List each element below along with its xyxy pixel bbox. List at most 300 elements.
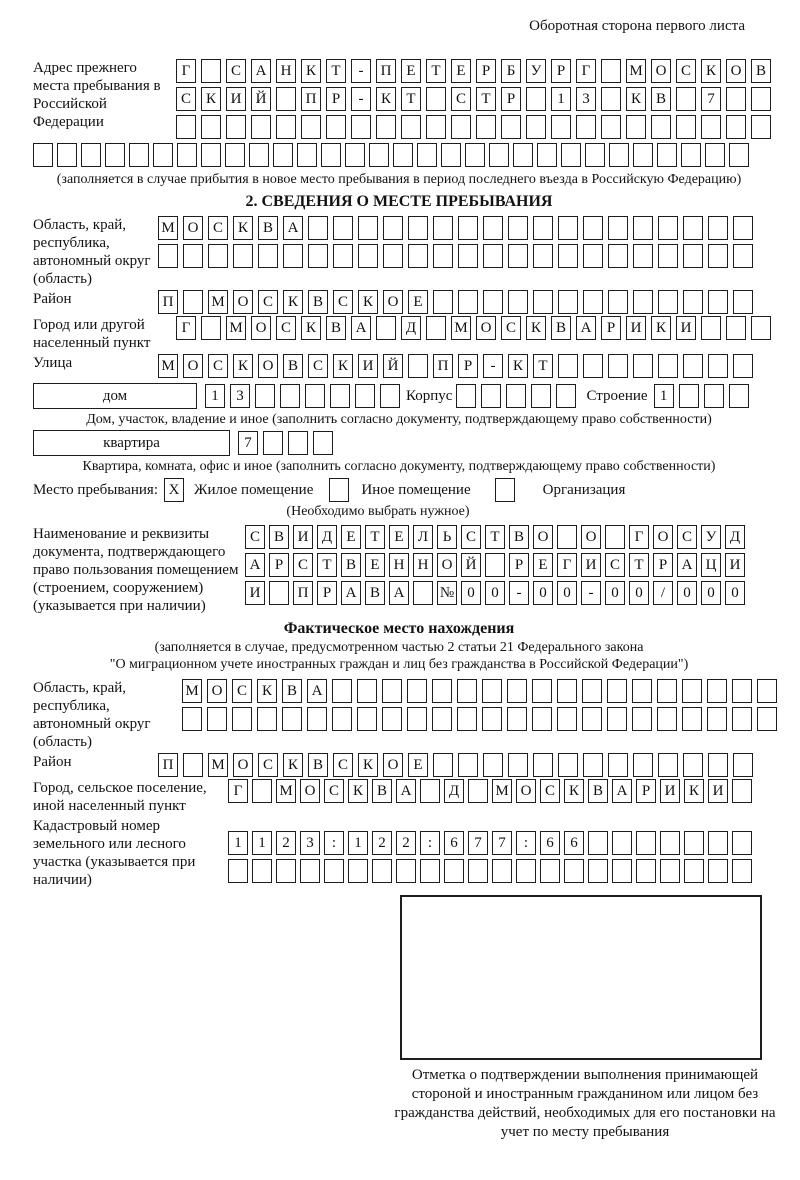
char-cell[interactable]: / [653,581,673,605]
char-cell[interactable] [255,384,275,408]
char-cell[interactable]: 7 [701,87,721,111]
char-cell[interactable] [626,115,646,139]
char-cell[interactable]: В [283,354,303,378]
char-cell[interactable]: П [158,290,178,314]
char-cell[interactable] [258,244,278,268]
char-cell[interactable] [633,290,653,314]
char-cell[interactable]: О [437,553,457,577]
char-cell[interactable] [732,859,752,883]
char-cell[interactable] [228,859,248,883]
char-cell[interactable] [369,143,389,167]
char-cell[interactable] [483,216,503,240]
char-cell[interactable]: В [308,753,328,777]
char-cell[interactable]: Г [576,59,596,83]
char-cell[interactable] [420,779,440,803]
char-cell[interactable]: С [258,753,278,777]
char-cell[interactable]: О [251,316,271,340]
char-cell[interactable] [183,244,203,268]
char-cell[interactable]: К [651,316,671,340]
char-cell[interactable] [249,143,269,167]
char-cell[interactable]: М [158,216,178,240]
char-cell[interactable]: Е [341,525,361,549]
char-cell[interactable]: - [581,581,601,605]
char-cell[interactable]: И [581,553,601,577]
char-cell[interactable] [751,87,771,111]
char-cell[interactable] [401,115,421,139]
char-cell[interactable] [708,216,728,240]
char-cell[interactable] [182,707,202,731]
char-cell[interactable] [726,87,746,111]
char-cell[interactable] [357,707,377,731]
char-cell[interactable]: М [182,679,202,703]
char-cell[interactable] [681,143,701,167]
char-cell[interactable] [468,859,488,883]
char-cell[interactable]: : [516,831,536,855]
char-cell[interactable]: 2 [396,831,416,855]
char-cell[interactable] [433,244,453,268]
char-cell[interactable] [225,143,245,167]
char-cell[interactable]: И [626,316,646,340]
char-cell[interactable] [177,143,197,167]
char-cell[interactable] [679,384,699,408]
char-cell[interactable]: Д [444,779,464,803]
char-cell[interactable] [601,59,621,83]
char-cell[interactable]: К [626,87,646,111]
char-cell[interactable]: И [676,316,696,340]
char-cell[interactable]: К [348,779,368,803]
char-cell[interactable]: В [651,87,671,111]
char-cell[interactable] [457,679,477,703]
char-cell[interactable] [282,707,302,731]
char-cell[interactable]: С [501,316,521,340]
char-cell[interactable] [408,354,428,378]
char-cell[interactable]: 3 [576,87,596,111]
char-cell[interactable] [558,290,578,314]
char-cell[interactable]: С [226,59,246,83]
char-cell[interactable] [537,143,557,167]
char-cell[interactable]: А [612,779,632,803]
char-cell[interactable] [489,143,509,167]
char-cell[interactable]: К [301,316,321,340]
char-cell[interactable] [531,384,551,408]
char-cell[interactable]: О [383,753,403,777]
char-cell[interactable] [608,216,628,240]
char-cell[interactable] [183,753,203,777]
char-cell[interactable]: 7 [492,831,512,855]
char-cell[interactable]: М [451,316,471,340]
char-cell[interactable]: Н [389,553,409,577]
char-cell[interactable]: А [389,581,409,605]
char-cell[interactable] [540,859,560,883]
char-cell[interactable]: М [208,753,228,777]
char-cell[interactable]: С [333,753,353,777]
char-cell[interactable] [483,753,503,777]
char-cell[interactable] [513,143,533,167]
char-cell[interactable] [507,707,527,731]
char-cell[interactable]: С [208,216,228,240]
char-cell[interactable] [658,216,678,240]
char-cell[interactable] [297,143,317,167]
char-cell[interactable]: К [526,316,546,340]
char-cell[interactable] [458,753,478,777]
char-cell[interactable] [660,859,680,883]
char-cell[interactable] [458,244,478,268]
char-cell[interactable] [558,753,578,777]
char-cell[interactable] [558,354,578,378]
char-cell[interactable] [383,244,403,268]
char-cell[interactable]: Т [476,87,496,111]
char-cell[interactable]: А [677,553,697,577]
char-cell[interactable]: А [245,553,265,577]
char-cell[interactable] [208,244,228,268]
char-cell[interactable]: Й [383,354,403,378]
char-cell[interactable]: К [508,354,528,378]
char-cell[interactable]: С [540,779,560,803]
char-cell[interactable]: : [324,831,344,855]
char-cell[interactable]: Й [461,553,481,577]
char-cell[interactable] [420,859,440,883]
char-cell[interactable] [433,290,453,314]
char-cell[interactable]: Л [413,525,433,549]
char-cell[interactable]: И [245,581,265,605]
char-cell[interactable] [556,384,576,408]
char-cell[interactable] [413,581,433,605]
char-cell[interactable]: Е [365,553,385,577]
char-cell[interactable] [612,831,632,855]
char-cell[interactable] [708,244,728,268]
char-cell[interactable]: А [396,779,416,803]
char-cell[interactable]: К [333,354,353,378]
char-cell[interactable] [557,707,577,731]
char-cell[interactable]: О [516,779,536,803]
char-cell[interactable] [516,859,536,883]
char-cell[interactable]: Р [269,553,289,577]
char-cell[interactable] [456,384,476,408]
char-cell[interactable] [476,115,496,139]
char-cell[interactable]: К [233,216,253,240]
char-cell[interactable] [326,115,346,139]
char-cell[interactable]: - [351,59,371,83]
char-cell[interactable] [732,707,752,731]
char-cell[interactable] [564,859,584,883]
char-cell[interactable]: В [372,779,392,803]
char-cell[interactable] [482,679,502,703]
char-cell[interactable] [426,115,446,139]
char-cell[interactable] [583,216,603,240]
char-cell[interactable]: Е [389,525,409,549]
char-cell[interactable]: : [420,831,440,855]
char-cell[interactable] [465,143,485,167]
char-cell[interactable]: Т [365,525,385,549]
char-cell[interactable] [382,707,402,731]
char-cell[interactable]: Н [276,59,296,83]
char-cell[interactable]: Р [551,59,571,83]
char-cell[interactable]: А [307,679,327,703]
char-cell[interactable]: М [626,59,646,83]
char-cell[interactable] [561,143,581,167]
char-cell[interactable] [557,525,577,549]
char-cell[interactable] [506,384,526,408]
char-cell[interactable] [658,354,678,378]
char-cell[interactable]: Е [408,290,428,314]
char-cell[interactable]: К [301,59,321,83]
char-cell[interactable] [701,115,721,139]
char-cell[interactable]: С [176,87,196,111]
char-cell[interactable] [226,115,246,139]
char-cell[interactable]: П [376,59,396,83]
char-cell[interactable] [332,679,352,703]
char-cell[interactable] [701,316,721,340]
char-cell[interactable] [582,707,602,731]
char-cell[interactable] [492,859,512,883]
char-cell[interactable] [382,679,402,703]
char-cell[interactable] [733,753,753,777]
char-cell[interactable]: О [476,316,496,340]
char-cell[interactable]: Б [501,59,521,83]
char-cell[interactable]: Р [636,779,656,803]
char-cell[interactable] [451,115,471,139]
char-cell[interactable]: 0 [533,581,553,605]
char-cell[interactable] [632,679,652,703]
char-cell[interactable]: М [208,290,228,314]
char-cell[interactable]: У [526,59,546,83]
char-cell[interactable] [481,384,501,408]
char-cell[interactable]: Д [725,525,745,549]
char-cell[interactable] [201,59,221,83]
char-cell[interactable] [269,581,289,605]
char-cell[interactable] [257,707,277,731]
char-cell[interactable] [432,707,452,731]
char-cell[interactable] [408,216,428,240]
char-cell[interactable] [532,707,552,731]
char-cell[interactable] [582,679,602,703]
char-cell[interactable] [348,859,368,883]
char-cell[interactable]: С [333,290,353,314]
char-cell[interactable] [633,216,653,240]
char-cell[interactable]: 0 [485,581,505,605]
char-cell[interactable] [508,244,528,268]
char-cell[interactable]: 1 [252,831,272,855]
char-cell[interactable] [207,707,227,731]
char-cell[interactable] [660,831,680,855]
char-cell[interactable]: И [226,87,246,111]
char-cell[interactable]: 1 [348,831,368,855]
char-cell[interactable]: 0 [461,581,481,605]
char-cell[interactable]: 0 [701,581,721,605]
char-cell[interactable] [301,115,321,139]
char-cell[interactable]: О [233,753,253,777]
char-cell[interactable] [508,753,528,777]
char-cell[interactable] [376,115,396,139]
char-cell[interactable] [176,115,196,139]
char-cell[interactable]: О [383,290,403,314]
char-cell[interactable]: 3 [300,831,320,855]
char-cell[interactable]: Ц [701,553,721,577]
char-cell[interactable] [508,290,528,314]
char-cell[interactable] [601,87,621,111]
char-cell[interactable] [705,143,725,167]
char-cell[interactable] [682,707,702,731]
char-cell[interactable]: 2 [276,831,296,855]
char-cell[interactable] [153,143,173,167]
char-cell[interactable]: Е [533,553,553,577]
char-cell[interactable] [708,831,728,855]
char-cell[interactable]: С [451,87,471,111]
char-cell[interactable] [305,384,325,408]
char-cell[interactable] [158,244,178,268]
char-cell[interactable]: С [676,59,696,83]
char-cell[interactable]: 1 [205,384,225,408]
char-cell[interactable] [482,707,502,731]
char-cell[interactable] [557,679,577,703]
char-cell[interactable] [129,143,149,167]
char-cell[interactable] [583,753,603,777]
char-cell[interactable]: Е [451,59,471,83]
char-cell[interactable] [276,115,296,139]
char-cell[interactable]: М [276,779,296,803]
char-cell[interactable] [333,244,353,268]
char-cell[interactable] [330,384,350,408]
char-cell[interactable]: Е [408,753,428,777]
char-cell[interactable]: Г [557,553,577,577]
char-cell[interactable]: Р [653,553,673,577]
char-cell[interactable]: С [308,354,328,378]
char-cell[interactable]: О [233,290,253,314]
char-cell[interactable] [608,354,628,378]
char-cell[interactable]: 0 [725,581,745,605]
char-cell[interactable] [683,290,703,314]
char-cell[interactable]: С [461,525,481,549]
char-cell[interactable] [288,431,308,455]
char-cell[interactable] [432,679,452,703]
char-cell[interactable] [683,753,703,777]
char-cell[interactable]: И [358,354,378,378]
char-cell[interactable] [683,354,703,378]
char-cell[interactable]: 6 [540,831,560,855]
char-cell[interactable] [608,244,628,268]
char-cell[interactable] [433,216,453,240]
char-cell[interactable] [657,707,677,731]
char-cell[interactable] [726,316,746,340]
char-cell[interactable]: Т [629,553,649,577]
char-cell[interactable] [588,831,608,855]
char-cell[interactable]: - [483,354,503,378]
char-cell[interactable]: Р [317,581,337,605]
char-cell[interactable] [276,87,296,111]
char-cell[interactable]: С [605,553,625,577]
char-cell[interactable] [726,115,746,139]
char-cell[interactable]: С [677,525,697,549]
char-cell[interactable] [751,316,771,340]
char-cell[interactable] [636,859,656,883]
char-cell[interactable]: В [588,779,608,803]
char-cell[interactable]: К [257,679,277,703]
char-cell[interactable] [358,216,378,240]
char-cell[interactable] [607,707,627,731]
char-cell[interactable] [280,384,300,408]
char-cell[interactable] [608,290,628,314]
char-cell[interactable]: Т [401,87,421,111]
char-cell[interactable]: 2 [372,831,392,855]
char-cell[interactable] [358,244,378,268]
char-cell[interactable]: И [708,779,728,803]
char-cell[interactable]: X [164,478,184,502]
char-cell[interactable] [232,707,252,731]
char-cell[interactable] [601,115,621,139]
char-cell[interactable]: В [258,216,278,240]
char-cell[interactable] [321,143,341,167]
char-cell[interactable]: О [533,525,553,549]
char-cell[interactable] [457,707,477,731]
char-cell[interactable]: В [551,316,571,340]
char-cell[interactable] [433,753,453,777]
char-cell[interactable]: 3 [230,384,250,408]
char-cell[interactable]: П [301,87,321,111]
char-cell[interactable] [300,859,320,883]
char-cell[interactable] [658,244,678,268]
char-cell[interactable]: 0 [677,581,697,605]
char-cell[interactable] [732,679,752,703]
char-cell[interactable] [633,354,653,378]
char-cell[interactable] [508,216,528,240]
char-cell[interactable]: Р [501,87,521,111]
char-cell[interactable]: К [358,753,378,777]
char-cell[interactable] [507,679,527,703]
char-cell[interactable]: С [276,316,296,340]
char-cell[interactable]: И [293,525,313,549]
char-cell[interactable] [733,354,753,378]
char-cell[interactable] [407,707,427,731]
char-cell[interactable] [609,143,629,167]
char-cell[interactable]: М [226,316,246,340]
char-cell[interactable] [607,679,627,703]
char-cell[interactable]: К [283,290,303,314]
char-cell[interactable] [658,290,678,314]
char-cell[interactable] [676,115,696,139]
char-cell[interactable] [252,779,272,803]
char-cell[interactable]: О [651,59,671,83]
char-cell[interactable] [308,216,328,240]
char-cell[interactable]: 0 [605,581,625,605]
char-cell[interactable]: П [158,753,178,777]
char-cell[interactable] [732,779,752,803]
char-cell[interactable] [441,143,461,167]
char-cell[interactable] [532,679,552,703]
char-cell[interactable] [707,707,727,731]
char-cell[interactable]: Г [629,525,649,549]
char-cell[interactable] [396,859,416,883]
char-cell[interactable]: М [492,779,512,803]
char-cell[interactable]: О [183,354,203,378]
char-cell[interactable]: А [251,59,271,83]
char-cell[interactable]: В [751,59,771,83]
char-cell[interactable]: 6 [444,831,464,855]
char-cell[interactable]: Т [317,553,337,577]
char-cell[interactable] [495,478,515,502]
char-cell[interactable] [105,143,125,167]
char-cell[interactable] [426,316,446,340]
char-cell[interactable] [683,216,703,240]
char-cell[interactable] [426,87,446,111]
char-cell[interactable] [683,244,703,268]
char-cell[interactable]: С [208,354,228,378]
char-cell[interactable]: П [433,354,453,378]
char-cell[interactable] [676,87,696,111]
char-cell[interactable]: - [509,581,529,605]
char-cell[interactable]: В [282,679,302,703]
char-cell[interactable]: А [576,316,596,340]
char-cell[interactable]: А [283,216,303,240]
